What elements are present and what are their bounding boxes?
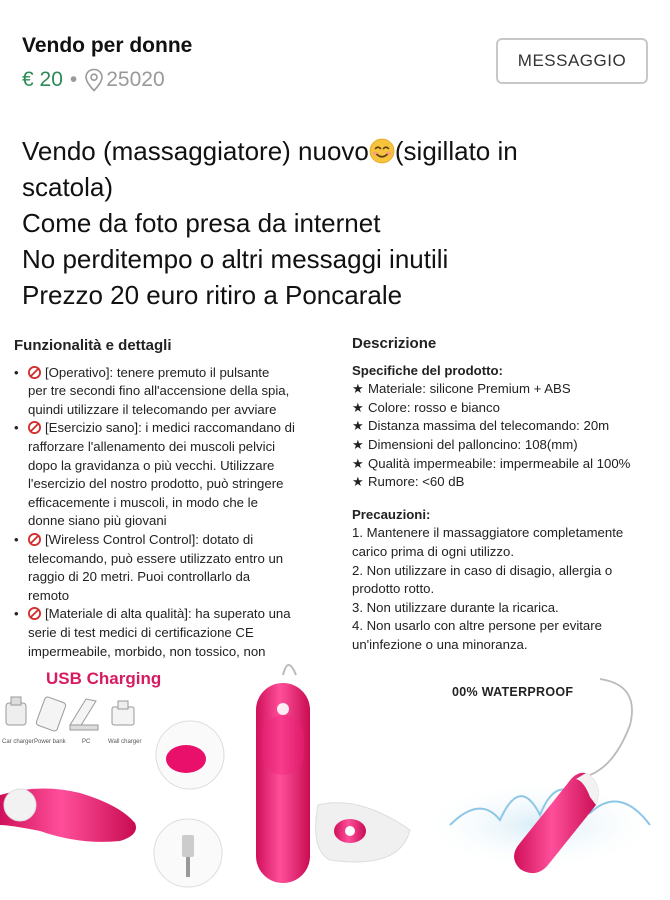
- feature-item: [14, 605, 334, 661]
- location-pin-icon: [84, 68, 104, 92]
- bullet-icon: •: [14, 531, 19, 547]
- spec-text: Rumore: <60 dB: [368, 474, 465, 490]
- spec-item: [352, 417, 662, 436]
- spec-text: Qualità impermeabile: impermeabile al 100%: [368, 455, 631, 471]
- feature-line: [28, 438, 295, 457]
- spec-text: Colore: rosso e bianco: [368, 399, 500, 415]
- star-icon: ★: [352, 436, 364, 452]
- feature-line: [28, 605, 291, 624]
- product-photo[interactable]: [0, 325, 670, 900]
- feature-line-text: [Materiale di alta qualità]: ha superato una: [45, 606, 291, 622]
- description-line: [22, 133, 652, 169]
- description-line: Prezzo 20 euro ritiro a Poncarale: [22, 280, 403, 310]
- detail-circles: [154, 721, 224, 887]
- prohibited-icon: [28, 607, 41, 620]
- feature-line-text: donne siano più giovani: [28, 513, 167, 529]
- feature-line-text: raggio di 20 metri. Puoi controllarlo da: [28, 569, 251, 585]
- feature-line: [28, 457, 295, 476]
- feature-line-text: [Esercizio sano]: i medici raccomandano di: [45, 420, 295, 436]
- description-line: No perditempo o altri messaggi inutili: [22, 244, 449, 274]
- listing-location: 25020: [106, 68, 165, 91]
- feature-item: [14, 364, 334, 420]
- usb-charging-title: USB Charging: [46, 669, 162, 688]
- precaution-line: un'infezione o una minoranza.: [352, 636, 528, 652]
- feature-line-text: remoto: [28, 587, 70, 603]
- spec-heading: Specifiche del prodotto:: [352, 362, 503, 378]
- feature-line: [28, 568, 283, 587]
- feature-text: [28, 531, 283, 605]
- feature-line-text: [Wireless Control Control]: dotato di: [45, 531, 254, 547]
- smiling-face-icon: [369, 138, 395, 164]
- precaution-line: prodotto rotto.: [352, 581, 435, 597]
- spec-item: [352, 380, 662, 399]
- bullet-icon: •: [14, 364, 19, 380]
- product-left-image: [0, 788, 136, 841]
- description-line: scatola): [22, 172, 114, 202]
- spec-list: [352, 380, 662, 492]
- spec-item: [352, 455, 662, 474]
- spec-item: [352, 399, 662, 418]
- star-icon: ★: [352, 474, 364, 490]
- charger-label: Car charger: [2, 739, 34, 745]
- spec-text: Dimensioni del palloncino: 108(mm): [368, 436, 578, 452]
- bullet-icon: •: [14, 420, 19, 436]
- spec-item: [352, 436, 662, 455]
- pc-icon: [70, 699, 98, 730]
- listing-header: [22, 34, 192, 92]
- description-text: (sigillato in: [394, 136, 518, 166]
- feature-line-text: per tre secondi fino all'accensione della spia,: [28, 383, 290, 399]
- feature-line-text: l'esercizio del nostro prodotto, può stringere: [28, 476, 284, 492]
- star-icon: ★: [352, 455, 364, 471]
- car-charger-icon: [6, 697, 26, 725]
- precaution-line: 3. Non utilizzare durante la ricarica.: [352, 599, 559, 615]
- listing-title: Vendo per donne: [22, 34, 193, 57]
- spec-text: Distanza massima del telecomando: 20m: [368, 418, 610, 434]
- precaution-line: 1. Mantenere il massaggiatore completamente: [352, 525, 624, 541]
- feature-line: [28, 550, 283, 569]
- feature-line-text: impermeabile, morbido, non tossico, non: [28, 643, 266, 659]
- prohibited-icon: [28, 421, 41, 434]
- features-heading: Funzionalità e dettagli: [14, 337, 172, 354]
- feature-text: [28, 605, 291, 661]
- description-column: [352, 335, 662, 655]
- feature-line: [28, 531, 283, 550]
- spec-text: Materiale: silicone Premium + ABS: [368, 381, 571, 397]
- listing-description: [22, 133, 652, 313]
- star-icon: ★: [352, 381, 364, 397]
- feature-line: [28, 364, 289, 383]
- precaution-line: 2. Non utilizzare in caso di disagio, allergia o: [352, 562, 613, 578]
- feature-line-text: telecomando, può essere utilizzato entro un: [28, 550, 284, 566]
- feature-line-text: rafforzare l'allenamento dei muscoli pelvici: [28, 438, 276, 454]
- star-icon: ★: [352, 399, 364, 415]
- message-button[interactable]: MESSAGGIO: [496, 38, 648, 84]
- meta-separator: •: [69, 68, 78, 91]
- feature-item: [14, 531, 334, 605]
- feature-line: [28, 419, 295, 438]
- prohibited-icon: [28, 366, 41, 379]
- charger-label: Power bank: [34, 739, 66, 745]
- description-line: Come da foto presa da internet: [22, 208, 381, 238]
- feature-line-text: serie di test medici di certificazione CE: [28, 624, 254, 640]
- description-text: Vendo (massaggiatore) nuovo: [22, 136, 369, 166]
- precaution-list: [352, 524, 662, 654]
- feature-line: [28, 401, 289, 420]
- feature-line: [28, 494, 295, 513]
- charger-label: Wall charger: [108, 739, 142, 745]
- feature-line: [28, 587, 283, 606]
- prohibited-icon: [28, 533, 41, 546]
- feature-text: [28, 364, 289, 420]
- listing-meta: [22, 68, 192, 92]
- feature-line: [28, 475, 295, 494]
- feature-line: [28, 512, 295, 531]
- charger-label: PC: [82, 739, 91, 745]
- wall-charger-icon: [112, 701, 134, 725]
- feature-line-text: dopo la gravidanza o più vecchi. Utilizzare: [28, 457, 275, 473]
- power-bank-icon: [36, 696, 67, 732]
- precaution-line: 4. Non usarlo con altre persone per evitare: [352, 618, 602, 634]
- feature-line-text: [Operativo]: tenere premuto il pulsante: [45, 364, 270, 380]
- precaution-heading: Precauzioni:: [352, 506, 431, 522]
- precaution-line: carico prima di ogni utilizzo.: [352, 543, 514, 559]
- feature-line-text: efficacemente i muscoli, in modo che le: [28, 494, 258, 510]
- feature-item: [14, 419, 334, 531]
- feature-line-text: quindi utilizzare il telecomando per avviare: [28, 401, 277, 417]
- product-right-image: [420, 679, 660, 873]
- feature-text: [28, 419, 295, 531]
- description-heading: Descrizione: [352, 335, 437, 352]
- waterproof-title: 00% WATERPROOF: [452, 685, 574, 699]
- listing-price: € 20: [22, 68, 63, 91]
- star-icon: ★: [352, 418, 364, 434]
- product-middle-image: [256, 665, 410, 883]
- spec-item: [352, 473, 662, 492]
- bullet-icon: •: [14, 606, 19, 622]
- features-column: [14, 337, 334, 661]
- feature-line: [28, 382, 289, 401]
- features-list: [14, 364, 334, 662]
- feature-line: [28, 624, 291, 643]
